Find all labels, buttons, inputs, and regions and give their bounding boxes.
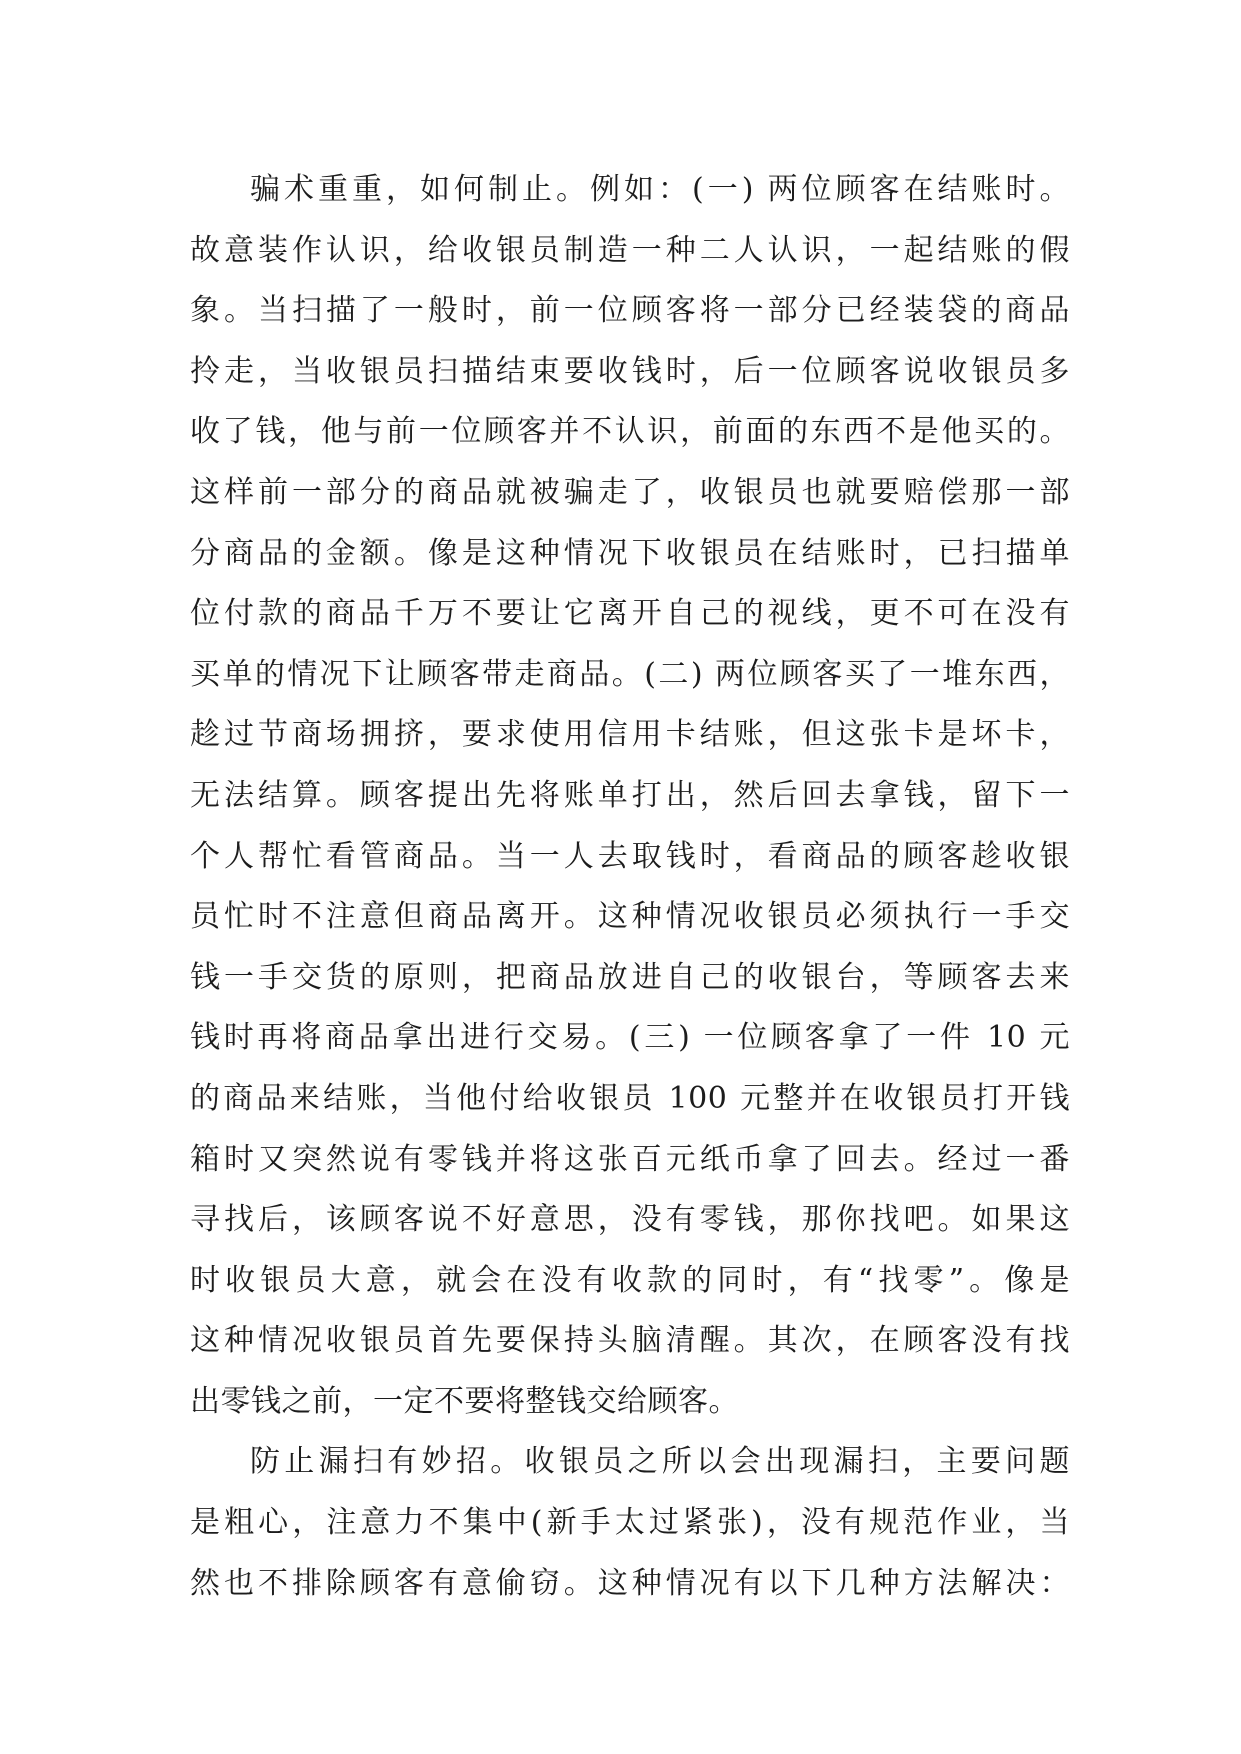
paragraph-1-line: 象。当扫描了一般时，前一位顾客将一部分已经装袋的商品	[190, 293, 1070, 329]
paragraph-1-line: 出零钱之前，一定不要将整钱交给顾客。	[190, 1383, 739, 1419]
paragraph-1-line: 寻找后，该顾客说不好意思，没有零钱，那你找吧。如果这	[190, 1202, 1070, 1238]
paragraph-1-line: 无法结算。顾客提出先将账单打出，然后回去拿钱，留下一	[190, 777, 1070, 813]
paragraph-1-line: 故意装作认识，给收银员制造一种二人认识，一起结账的假	[190, 232, 1070, 268]
paragraph-2-line: 是粗心，注意力不集中(新手太过紧张)，没有规范作业，当	[190, 1505, 1070, 1541]
paragraph-1-line: 钱一手交货的原则，把商品放进自己的收银台，等顾客去来	[190, 959, 1070, 995]
paragraph-1-line: 的商品来结账，当他付给收银员 100 元整并在收银员打开钱	[190, 1080, 1070, 1116]
paragraph-1-line: 个人帮忙看管商品。当一人去取钱时，看商品的顾客趁收银	[190, 838, 1070, 874]
paragraph-1-line: 分商品的金额。像是这种情况下收银员在结账时，已扫描单	[190, 535, 1070, 571]
paragraph-1-line: 拎走，当收银员扫描结束要收钱时，后一位顾客说收银员多	[190, 353, 1070, 389]
paragraph-1-line: 这种情况收银员首先要保持头脑清醒。其次，在顾客没有找	[190, 1323, 1070, 1359]
paragraph-1-line: 时收银员大意，就会在没有收款的同时，有“找零”。像是	[190, 1262, 1070, 1298]
paragraph-2-line: 防止漏扫有妙招。收银员之所以会出现漏扫，主要问题	[250, 1444, 1070, 1480]
paragraph-1-line: 趁过节商场拥挤，要求使用信用卡结账，但这张卡是坏卡，	[190, 717, 1070, 753]
paragraph-1-line: 这样前一部分的商品就被骗走了，收银员也就要赔偿那一部	[190, 474, 1070, 510]
paragraph-1-line: 箱时又突然说有零钱并将这张百元纸币拿了回去。经过一番	[190, 1141, 1070, 1177]
paragraph-1-line: 员忙时不注意但商品离开。这种情况收银员必须执行一手交	[190, 899, 1070, 935]
paragraph-1-line: 位付款的商品千万不要让它离开自己的视线，更不可在没有	[190, 596, 1070, 632]
paragraph-2-line: 然也不排除顾客有意偷窃。这种情况有以下几种方法解决：	[190, 1565, 1070, 1601]
paragraph-1-line: 骗术重重，如何制止。例如：(一) 两位顾客在结账时。	[250, 172, 1070, 207]
paragraph-1-line: 买单的情况下让顾客带走商品。(二) 两位顾客买了一堆东西，	[190, 656, 1070, 692]
paragraph-1-line: 钱时再将商品拿出进行交易。(三) 一位顾客拿了一件 10 元	[190, 1020, 1070, 1056]
document-body	[190, 160, 1070, 1614]
paragraph-1-line: 收了钱，他与前一位顾客并不认识，前面的东西不是他买的。	[190, 414, 1070, 450]
